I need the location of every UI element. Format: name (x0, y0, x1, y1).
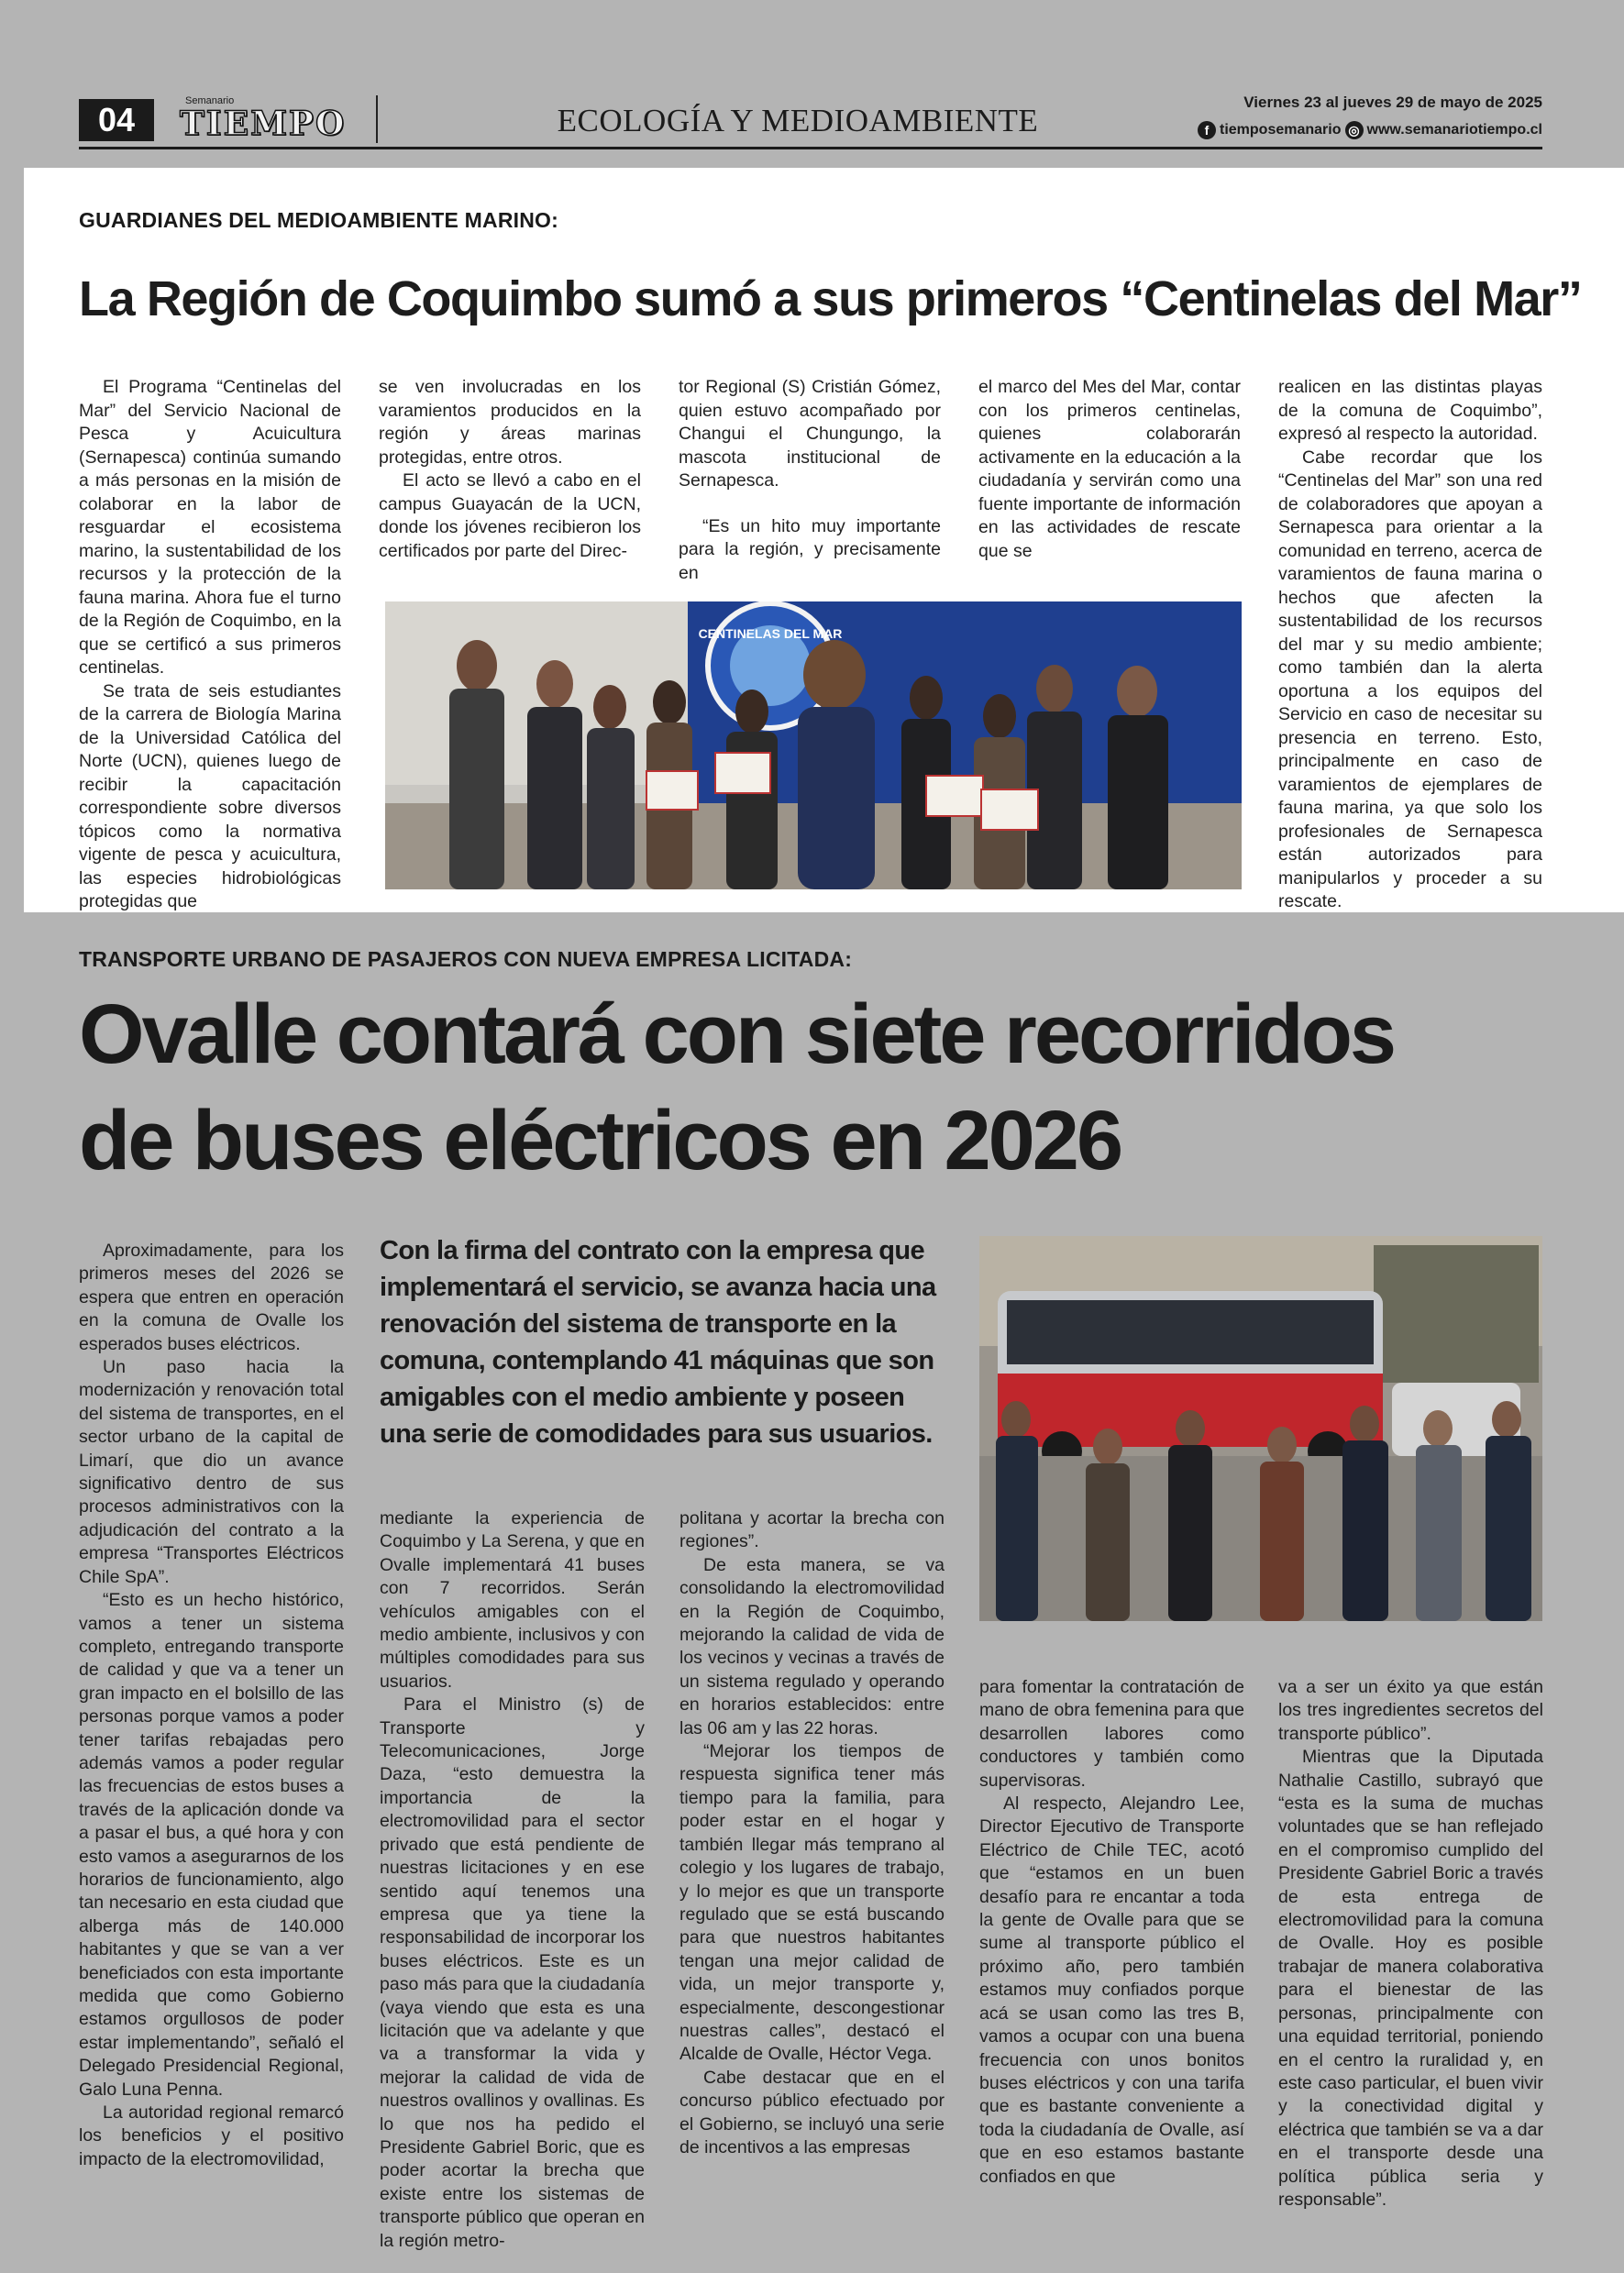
article2-kicker: TRANSPORTE URBANO DE PASAJEROS CON NUEVA EMPRESA LICITADA: (79, 947, 853, 971)
section-title: ECOLOGÍA Y MEDIOAMBIENTE (557, 103, 1039, 138)
article2-title-line2: de buses eléctricos en 2026 (79, 1094, 1121, 1187)
globe-icon: ◎ (1345, 121, 1364, 139)
article1-col4: el marco del Mes del Mar, contar con los primeros centinelas, quienes colaborarán activamente en la educación a la ciudadanía y servirán como una fuente importante de información en las actividades de rescate que se (978, 377, 1241, 561)
article1-col5: realicen en las distintas playas de la comuna de Coquimbo”, expresó al respecto la autoridad. Cabe recordar que los “Centinelas del Mar” son una red de colaboradores que apoyan a Sernapesca para orientar a la comunidad en terreno, acerca de varamientos de fauna marina o hechos que afecten la sustentabilidad de los recursos del mar y su medio ambiente; como también dan la alerta oportuna a los equipos del Servicio en caso de necesitar su presencia en terreno. Esto, principalmente en caso de varamientos de ejemplares de fauna marina, ya que solo los profesionales de Sernapesca están autorizados para manipularlos y proceder a su rescate. (1278, 377, 1542, 911)
article2-col5: va a ser un éxito ya que están los tres ingredientes secretos del transporte público”. Mientras que la Diputada Nathalie Castillo, subrayó que “esta es la suma de muchas voluntades que se han reflejado en el compromiso cumplido del Presidente Gabriel Boric a través de esta entrega de electromovilidad para la comuna de Ovalle. Hoy es posible trabajar de manera colaborativa para el bienestar de las personas, principalmente con una equidad territorial, poniendo en el centro la ruralidad y, en este caso particular, el buen vivir y la conectividad digital y eléctrica que también se va a dar en el transporte desde una política pública seria y responsable”. (1278, 1677, 1543, 2210)
page-number: 04 (79, 99, 154, 141)
article2-title-line1: Ovalle contará con siete recorridos (79, 988, 1395, 1081)
article2-lede: Con la firma del contrato con la empresa que implementará el servicio, se avanza hacia una renovación del sistema de transporte en la comuna, contemplando 41 máquinas que son amigables con el medio ambiente y poseen una serie de comodidades para sus usuarios. (380, 1236, 936, 1449)
article2-col4: para fomentar la contratación de mano de obra femenina para que desarrollen labores como conductores y también como supervisoras. Al respecto, Alejandro Lee, Director Ejecutivo de Transporte Eléctrico de Chile TEC, acotó que “estamos en un buen desafío para re encantar a toda la gente de Ovalle para que se sume al transporte público el próximo año, pero también estamos muy confiados porque acá se usan como las tres B, vamos a ocupar con una buena frecuencia con unos bonitos buses eléctricos y con una tarifa que es bastante conveniente a toda la ciudadanía de Ovalle, así que en eso estamos bastante confiados en que (979, 1677, 1244, 2187)
photo-bus-illustration (979, 1236, 1542, 1621)
masthead-small: Semanario (185, 95, 235, 106)
article2-col2: mediante la experiencia de Coquimbo y La Serena, y que en Ovalle implementará 41 buses con 7 recorridos. Serán vehículos amigables con el medio ambiente, inclusivos y con múltiples comodidades para sus usuarios. Para el Ministro (s) de Transporte y Telecomunicaciones, Jorge Daza, “esto demuestra la importancia de la electromovilidad para el sector privado que está pendiente de nuestras licitaciones y en ese sentido aquí tenemos una empresa que ya tiene la responsabilidad de incorporar los buses eléctricos. Este es un paso más para que la ciudadanía (vaya viendo que esta es una licitación que va adelante y que va a transformar la vida y mejorar la calidad de vida de nuestros ovallinos y ovallinas. Es lo que nos ha pedido el Presidente Gabriel Boric, que es poder acortar la brecha que existe entre los sistemas de transporte público que operan en la región metro- (380, 1508, 645, 2251)
issue-date: Viernes 23 al jueves 29 de mayo de 2025 (1243, 94, 1542, 111)
website-link[interactable]: ◎ www.semanariotiempo.cl (1345, 119, 1542, 141)
article2-col3: politana y acortar la brecha con regiones”. De esta manera, se va consolidando la electromovilidad en la Región de Coquimbo, mejorando la calidad de vida de los vecinos y vecinas a través de un sistema regulado y operando en horarios establecidos: entre las 06 am y las 22 horas. “Mejorar los tiempos de respuesta significa tener más tiempo para la familia, para poder estar en el hogar y también llegar más temprano al colegio y los lugares de trabajo, y lo mejor es que un transporte regulado que se está buscando para que nuestros habitantes tengan una mejor calidad de vida, un mejor transporte y, especialmente, descongestionar nuestras calles”, destacó el Alcalde de Ovalle, Héctor Vega. Cabe destacar que en el concurso público efectuado por el Gobierno, se incluyó una serie de incentivos a las empresas (679, 1508, 945, 2157)
photo-electric-bus (979, 1236, 1542, 1621)
article1-col3: tor Regional (S) Cristián Gómez, quien estuvo acompañado por Changui el Chungungo, la mascota institucional de Sernapesca. “Es un hito muy importante para la región, y precisamente en (679, 377, 941, 583)
article1-col2: se ven involucradas en los varamientos producidos en la región y áreas marinas protegidas, entre otros. El acto se llevó a cabo en el campus Guayacán de la UCN, donde los jóvenes recibieron los certificados por parte del Direc- (379, 377, 641, 561)
header-rule (79, 147, 1542, 149)
photo-centinelas-group (385, 601, 1242, 889)
article1-title: La Región de Coquimbo sumó a sus primeros “Centinelas del Mar” (79, 271, 1582, 326)
article2-col1: Aproximadamente, para los primeros meses del 2026 se espera que entren en operación en la comuna de Ovalle los esperados buses eléctricos. Un paso hacia la modernización y renovación total del sistema de transportes, en el sector urbano de la capital de Limarí, que dio un avance significativo dentro de sus procesos administrativos con la adjudicación del contrato a la empresa “Transportes Eléctricos Chile SpA”. “Esto es un hecho histórico, vamos a tener un sistema completo, entregando transporte de calidad y que va a tener un gran impacto en el bolsillo de las personas porque vamos a poder tener tarifas rebajadas pero además vamos a poder regular las frecuencias de estos buses a través de la aplicación donde va a pasar el bus, a qué hora y con esto vamos a asegurarnos de los horarios de funcionamiento, algo tan necesario en esta ciudad que alberga más de 140.000 habitantes y que se van a ver beneficiados con esta importante medida que como Gobierno estamos orgullosos de poder estar implementando”, señaló el Delegado Presidencial Regional, Galo Luna Penna. La autoridad regional remarcó los beneficios y el positivo impacto de la electromovilidad, (79, 1241, 344, 2169)
masthead (180, 95, 378, 143)
article1-col1: El Programa “Centinelas del Mar” del Servicio Nacional de Pesca y Acuicultura (Sernapesca) continúa sumando a más personas en la misión de colaborar en la labor de resguardar el ecosistema marino, la sustentabilidad de los recursos y la protección de la fauna marina. Ahora fue el turno de la Región de Coquimbo, en la que se certificó a sus primeros centinelas. Se trata de seis estudiantes de la carrera de Biología Marina de la Universidad Católica del Norte (UCN), quienes luego de recibir la capacitación correspondiente sobre diversos tópicos como la normativa vigente de pesca y acuicultura, las especies hidrobiológicas protegidas que (79, 377, 341, 911)
photo-banner-text: CENTINELAS DEL MAR (698, 626, 843, 641)
article1-kicker: GUARDIANES DEL MEDIOAMBIENTE MARINO: (79, 208, 559, 232)
masthead-logo: TIEMPO (180, 105, 347, 143)
facebook-handle[interactable]: f tiemposemanario (1198, 119, 1341, 141)
social-line (1192, 119, 1542, 141)
facebook-icon: f (1198, 121, 1216, 139)
photo-centinelas-illustration (385, 601, 1242, 889)
